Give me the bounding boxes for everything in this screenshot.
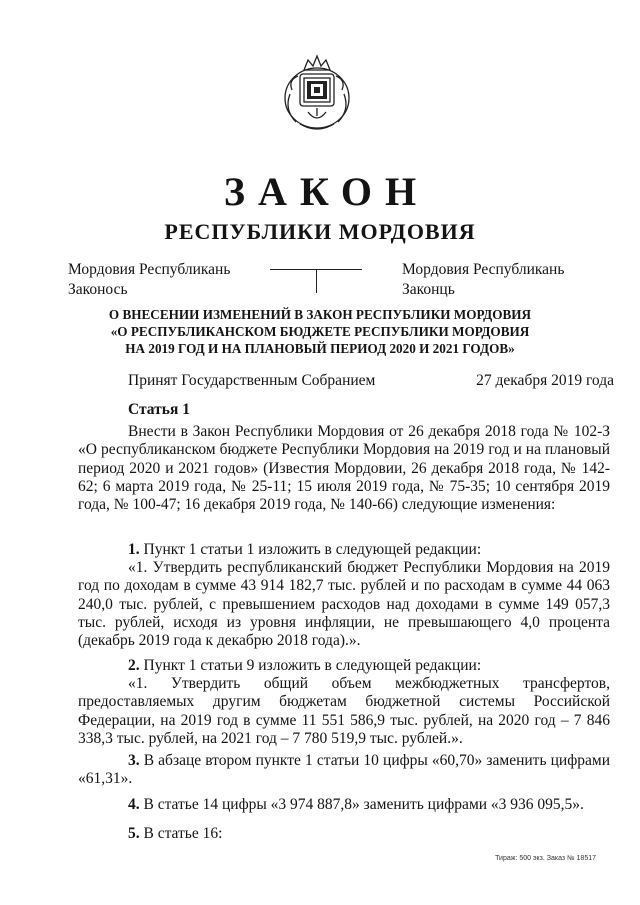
item-number: 3. — [128, 752, 140, 769]
item-number: 4. — [128, 796, 140, 813]
coat-of-arms-emblem — [278, 50, 356, 134]
moksha-line: Мордовия Республикань — [402, 261, 565, 278]
erzya-header-left — [68, 260, 230, 300]
item-text: В статье 14 цифры «3 974 887,8» заменить цифрами «3 936 095,5». — [143, 796, 584, 813]
law-title-line: НА 2019 ГОД И НА ПЛАНОВЫЙ ПЕРИОД 2020 И 2021 ГОДОВ» — [125, 341, 515, 356]
moksha-header-right — [402, 260, 564, 300]
erzya-line: Законось — [68, 281, 128, 298]
adopted-date: 27 декабря 2019 года — [476, 372, 614, 389]
document-subtitle: РЕСПУБЛИКИ МОРДОВИЯ — [164, 219, 476, 244]
article-intro: Внести в Закон Республики Мордовия от 26 декабря 2018 года № 102-З «О республиканском бюджете Республики Мордовия на 2019 год и на плановый период 2020 и 2021 годов» (Известия Мордовии, 26 декабря 2018 года, № 142-62; 6 марта 2019 года, № 25-11; 15 июля 2019 года, № 75-35; 10 сентября 2019 года, № 100-47; 16 декабря 2019 года, № 140-66) следующие изменения: — [78, 423, 610, 514]
print-run-footer: Тираж: 500 экз. Заказ № 18517 — [495, 855, 596, 862]
item-text: В абзаце втором пункте 1 статьи 10 цифры «60,70» заменить цифрами «61,31». — [78, 752, 610, 788]
erzya-line: Мордовия Республикань — [68, 261, 231, 278]
amendment-item-4 — [78, 796, 610, 814]
moksha-line: Законць — [402, 281, 455, 298]
item-text: Пункт 1 статьи 9 изложить в следующей редакции: — [143, 657, 482, 674]
item-number: 1. — [128, 541, 140, 558]
law-title — [60, 306, 580, 357]
divider-vertical — [316, 269, 317, 293]
amendment-item-1 — [78, 541, 610, 559]
item-text: Пункт 1 статьи 1 изложить в следующей редакции: — [143, 541, 482, 558]
amendment-item-5 — [78, 825, 610, 843]
item-number: 5. — [128, 825, 140, 842]
article-heading: Статья 1 — [128, 401, 190, 418]
amendment-item-3 — [78, 752, 610, 789]
document-title: ЗАКОН — [223, 169, 430, 214]
item-text: В статье 16: — [143, 825, 223, 842]
law-title-line: О ВНЕСЕНИИ ИЗМЕНЕНИЙ В ЗАКОН РЕСПУБЛИКИ МОРДОВИЯ — [108, 307, 532, 322]
adopted-label: Принят Государственным Собранием — [128, 372, 376, 389]
amendment-quote-1: «1. Утвердить республиканский бюджет Республики Мордовия на 2019 год по доходам в сумме 43 914 182,7 тыс. рублей и по расходам в сумме 44 063 240,0 тыс. рублей, с превышением расходов над доходами в сумме 149 057,3 тыс. рублей, исходя из уровня инфляции, не превышающего 4,0 процента (декабрь 2019 года к декабрю 2018 года).». — [78, 559, 610, 650]
law-title-line: «О РЕСПУБЛИКАНСКОМ БЮДЖЕТЕ РЕСПУБЛИКИ МОРДОВИЯ — [110, 324, 530, 339]
amendment-quote-2: «1. Утвердить общий объем межбюджетных трансфертов, предоставляемых другим бюджетам бюджетной системы Российской Федерации, на 2019 год в сумме 11 551 586,9 тыс. рублей, на 2020 год – 7 846 338,3 тыс. рублей, на 2021 год – 7 780 519,9 тыс. рублей.». — [78, 675, 610, 747]
item-number: 2. — [128, 657, 140, 674]
amendment-item-2 — [78, 657, 610, 675]
